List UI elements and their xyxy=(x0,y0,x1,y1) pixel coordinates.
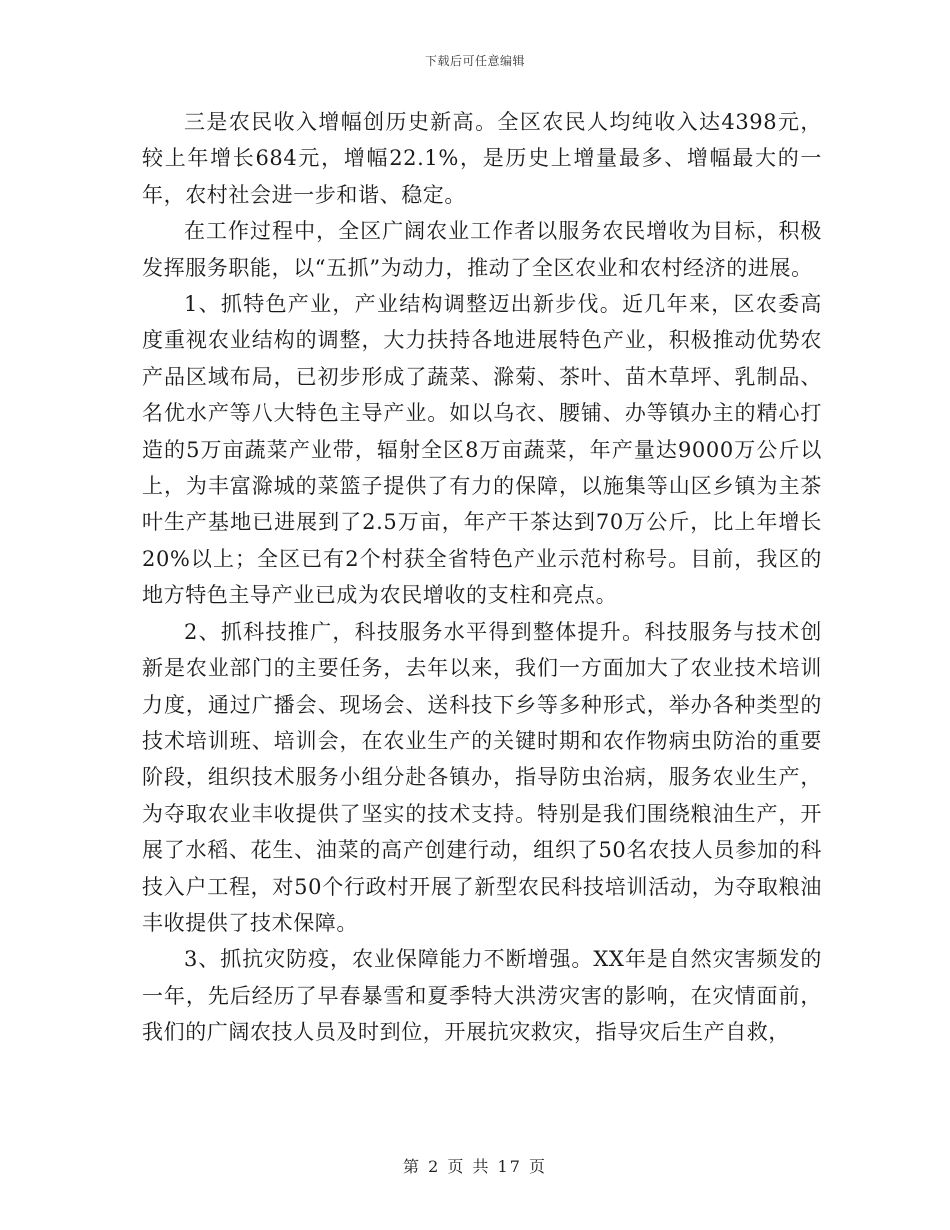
paragraph-specialty-industry: 1、抓特色产业，产业结构调整迈出新步伐。近几年来，区农委高度重视农业结构的调整，大力扶持各地进展特色产业，积极推动优势农产品区域布局，已初步形成了蔬菜、滁菊、茶叶、苗木草坪、乳制品、名优水产等八大特色主导产业。如以乌衣、腰铺、办等镇办主的精心打造的5万亩蔬菜产业带，辐射全区8万亩蔬菜，年产量达9000万公斤以上，为丰富滁城的菜篮子提供了有力的保障，以施集等山区乡镇为主茶叶生产基地已进展到了2.5万亩，年产干茶达到70万公斤，比上年增长20%以上；全区已有2个村获全省特色产业示范村称号。目前，我区的地方特色主导产业已成为农民增收的支柱和亮点。 xyxy=(142,292,822,608)
paragraph-income-growth: 三是农民收入增幅创历史新高。全区农民人均纯收入达4398元，较上年增长684元，增幅22.1%，是历史上增量最多、增幅最大的一年，农村社会进一步和谐、稳定。 xyxy=(142,110,822,207)
paragraph-tech-promotion: 2、抓科技推广，科技服务水平得到整体提升。科技服务与技术创新是农业部门的主要任务，去年以来，我们一方面加大了农业技术培训力度，通过广播会、现场会、送科技下乡等多种形式，举办各种类型的技术培训班、培训会，在农业生产的关键时期和农作物病虫防治的重要阶段，组织技术服务小组分赴各镇办，指导防虫治病，服务农业生产，为夺取农业丰收提供了坚实的技术支持。特别是我们围绕粮油生产，开展了水稻、花生、油菜的高产创建行动，组织了50名农技人员参加的科技入户工程，对50个行政村开展了新型农民科技培训活动，为夺取粮油丰收提供了技术保障。 xyxy=(142,619,822,935)
document-body xyxy=(142,104,822,1051)
page-number-footer: 第 2 页 共 17 页 xyxy=(403,1157,547,1176)
paragraph-work-overview: 在工作过程中，全区广阔农业工作者以服务农民增收为目标，积极发挥服务职能，以“五抓”为动力，推动了全区农业和农村经济的进展。 xyxy=(142,219,822,280)
paragraph-disaster-prevention: 3、抓抗灾防疫，农业保障能力不断增强。XX年是自然灾害频发的一年，先后经历了早春暴雪和夏季特大洪涝灾害的影响，在灾情面前，我们的广阔农技人员及时到位，开展抗灾救灾，指导灾后生产自救， xyxy=(142,947,822,1045)
page-header: 下载后可任意编辑 xyxy=(424,54,525,68)
